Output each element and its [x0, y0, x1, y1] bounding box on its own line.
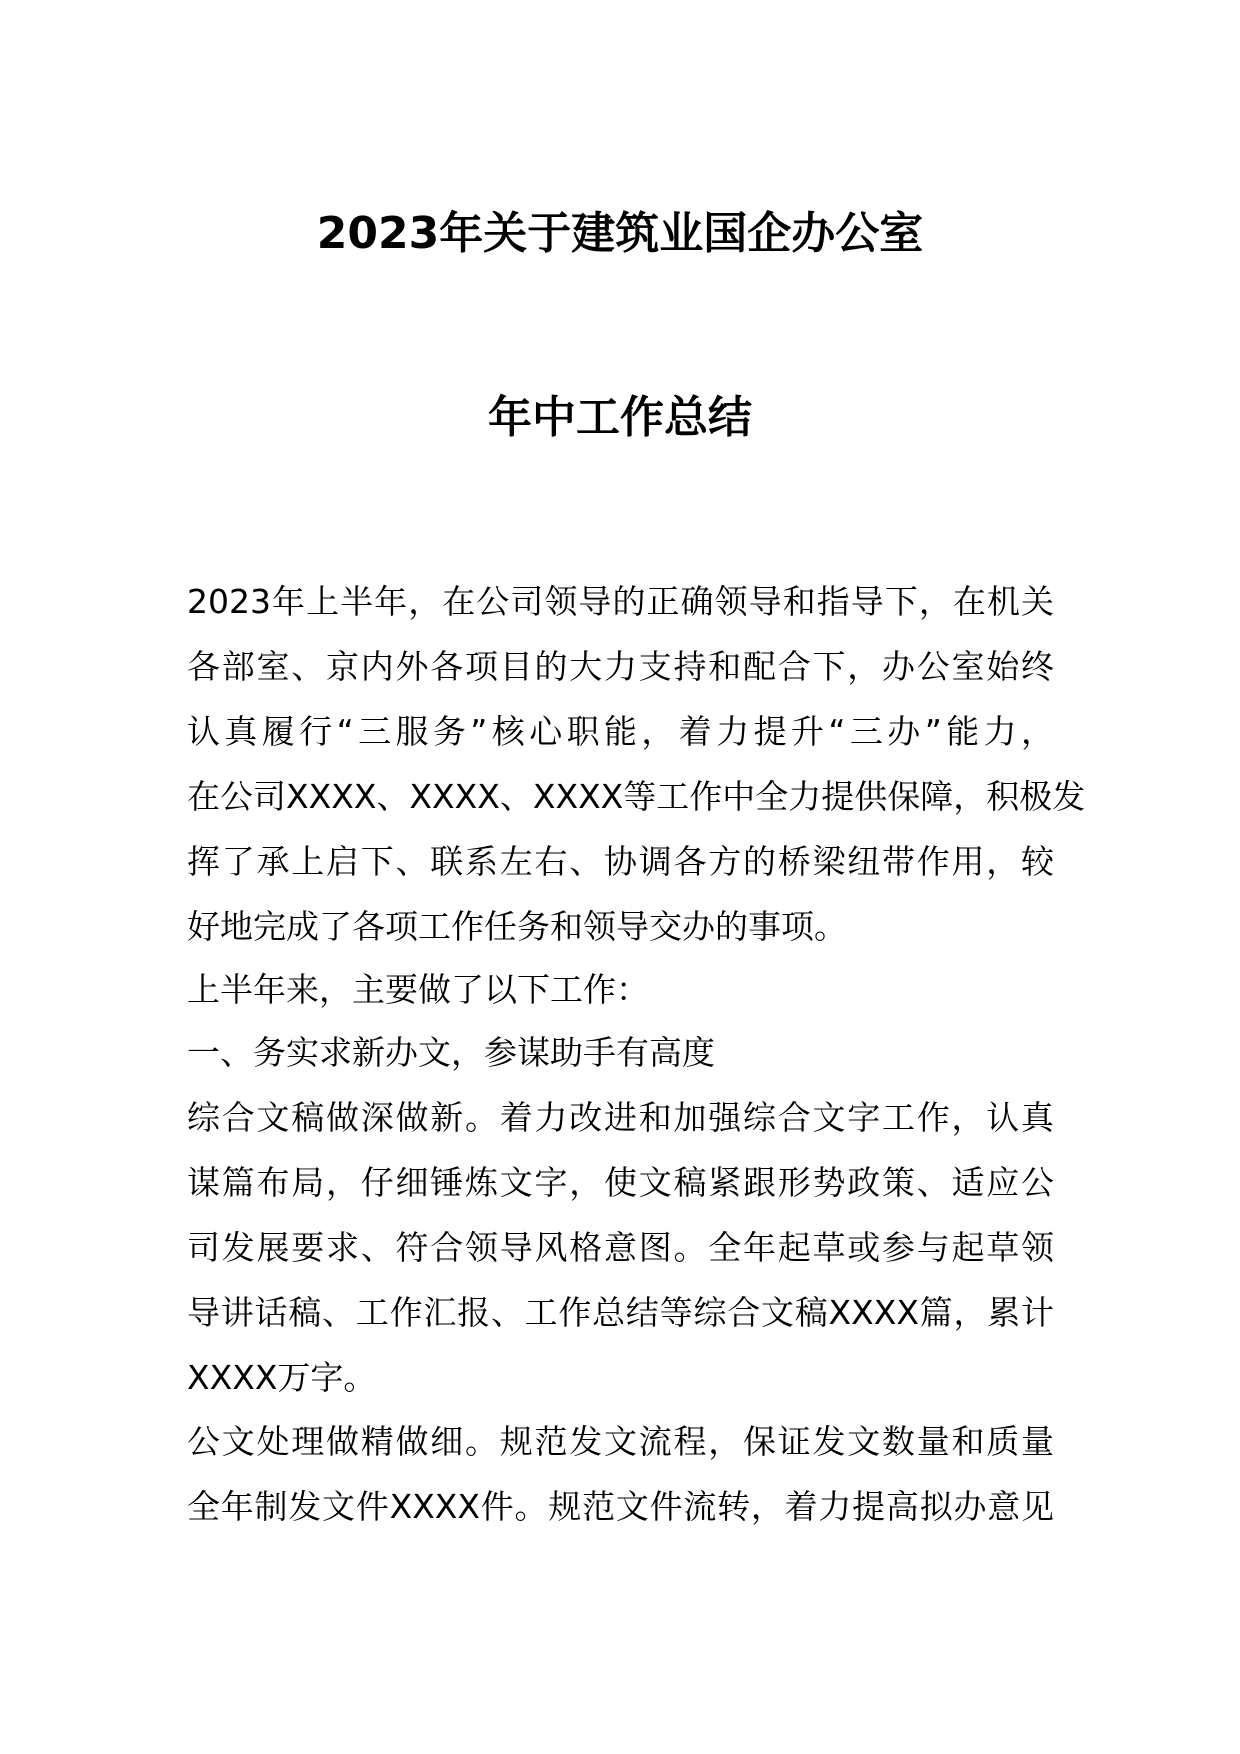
body-line: 导讲话稿、工作汇报、工作总结等综合文稿XXXX篇，累计: [187, 1293, 1054, 1332]
document-title-line-1: 2023年关于建筑业国企办公室: [316, 208, 924, 259]
body-line: 认真履行“三服务”核心职能，着力提升“三办”能力，: [187, 712, 1054, 751]
body-line: 上半年来，主要做了以下工作：: [187, 970, 649, 1009]
body-line: 各部室、京内外各项目的大力支持和配合下，办公室始终: [187, 647, 1054, 686]
body-line: 挥了承上启下、联系左右、协调各方的桥梁纽带作用，较: [187, 842, 1054, 881]
body-line: 好地完成了各项工作任务和领导交办的事项。: [187, 907, 847, 946]
body-line: 谋篇布局，仔细锤炼文字，使文稿紧跟形势政策、适应公: [187, 1163, 1054, 1202]
body-line: 2023年上半年，在公司领导的正确领导和指导下，在机关: [187, 582, 1054, 621]
body-line: 司发展要求、符合领导风格意图。全年起草或参与起草领: [187, 1228, 1054, 1267]
section-heading: 一、务实求新办文，参谋助手有高度: [187, 1033, 715, 1072]
body-line: 全年制发文件XXXX件。规范文件流转，着力提高拟办意见: [187, 1487, 1054, 1526]
body-line: 在公司XXXX、XXXX、XXXX等工作中全力提供保障，积极发: [187, 777, 1086, 816]
body-line: 综合文稿做深做新。着力改进和加强综合文字工作，认真: [187, 1098, 1054, 1137]
body-line: 公文处理做精做细。规范发文流程，保证发文数量和质量: [187, 1422, 1054, 1461]
body-line: XXXX万字。: [187, 1358, 377, 1397]
document-title-line-2: 年中工作总结: [488, 392, 752, 443]
